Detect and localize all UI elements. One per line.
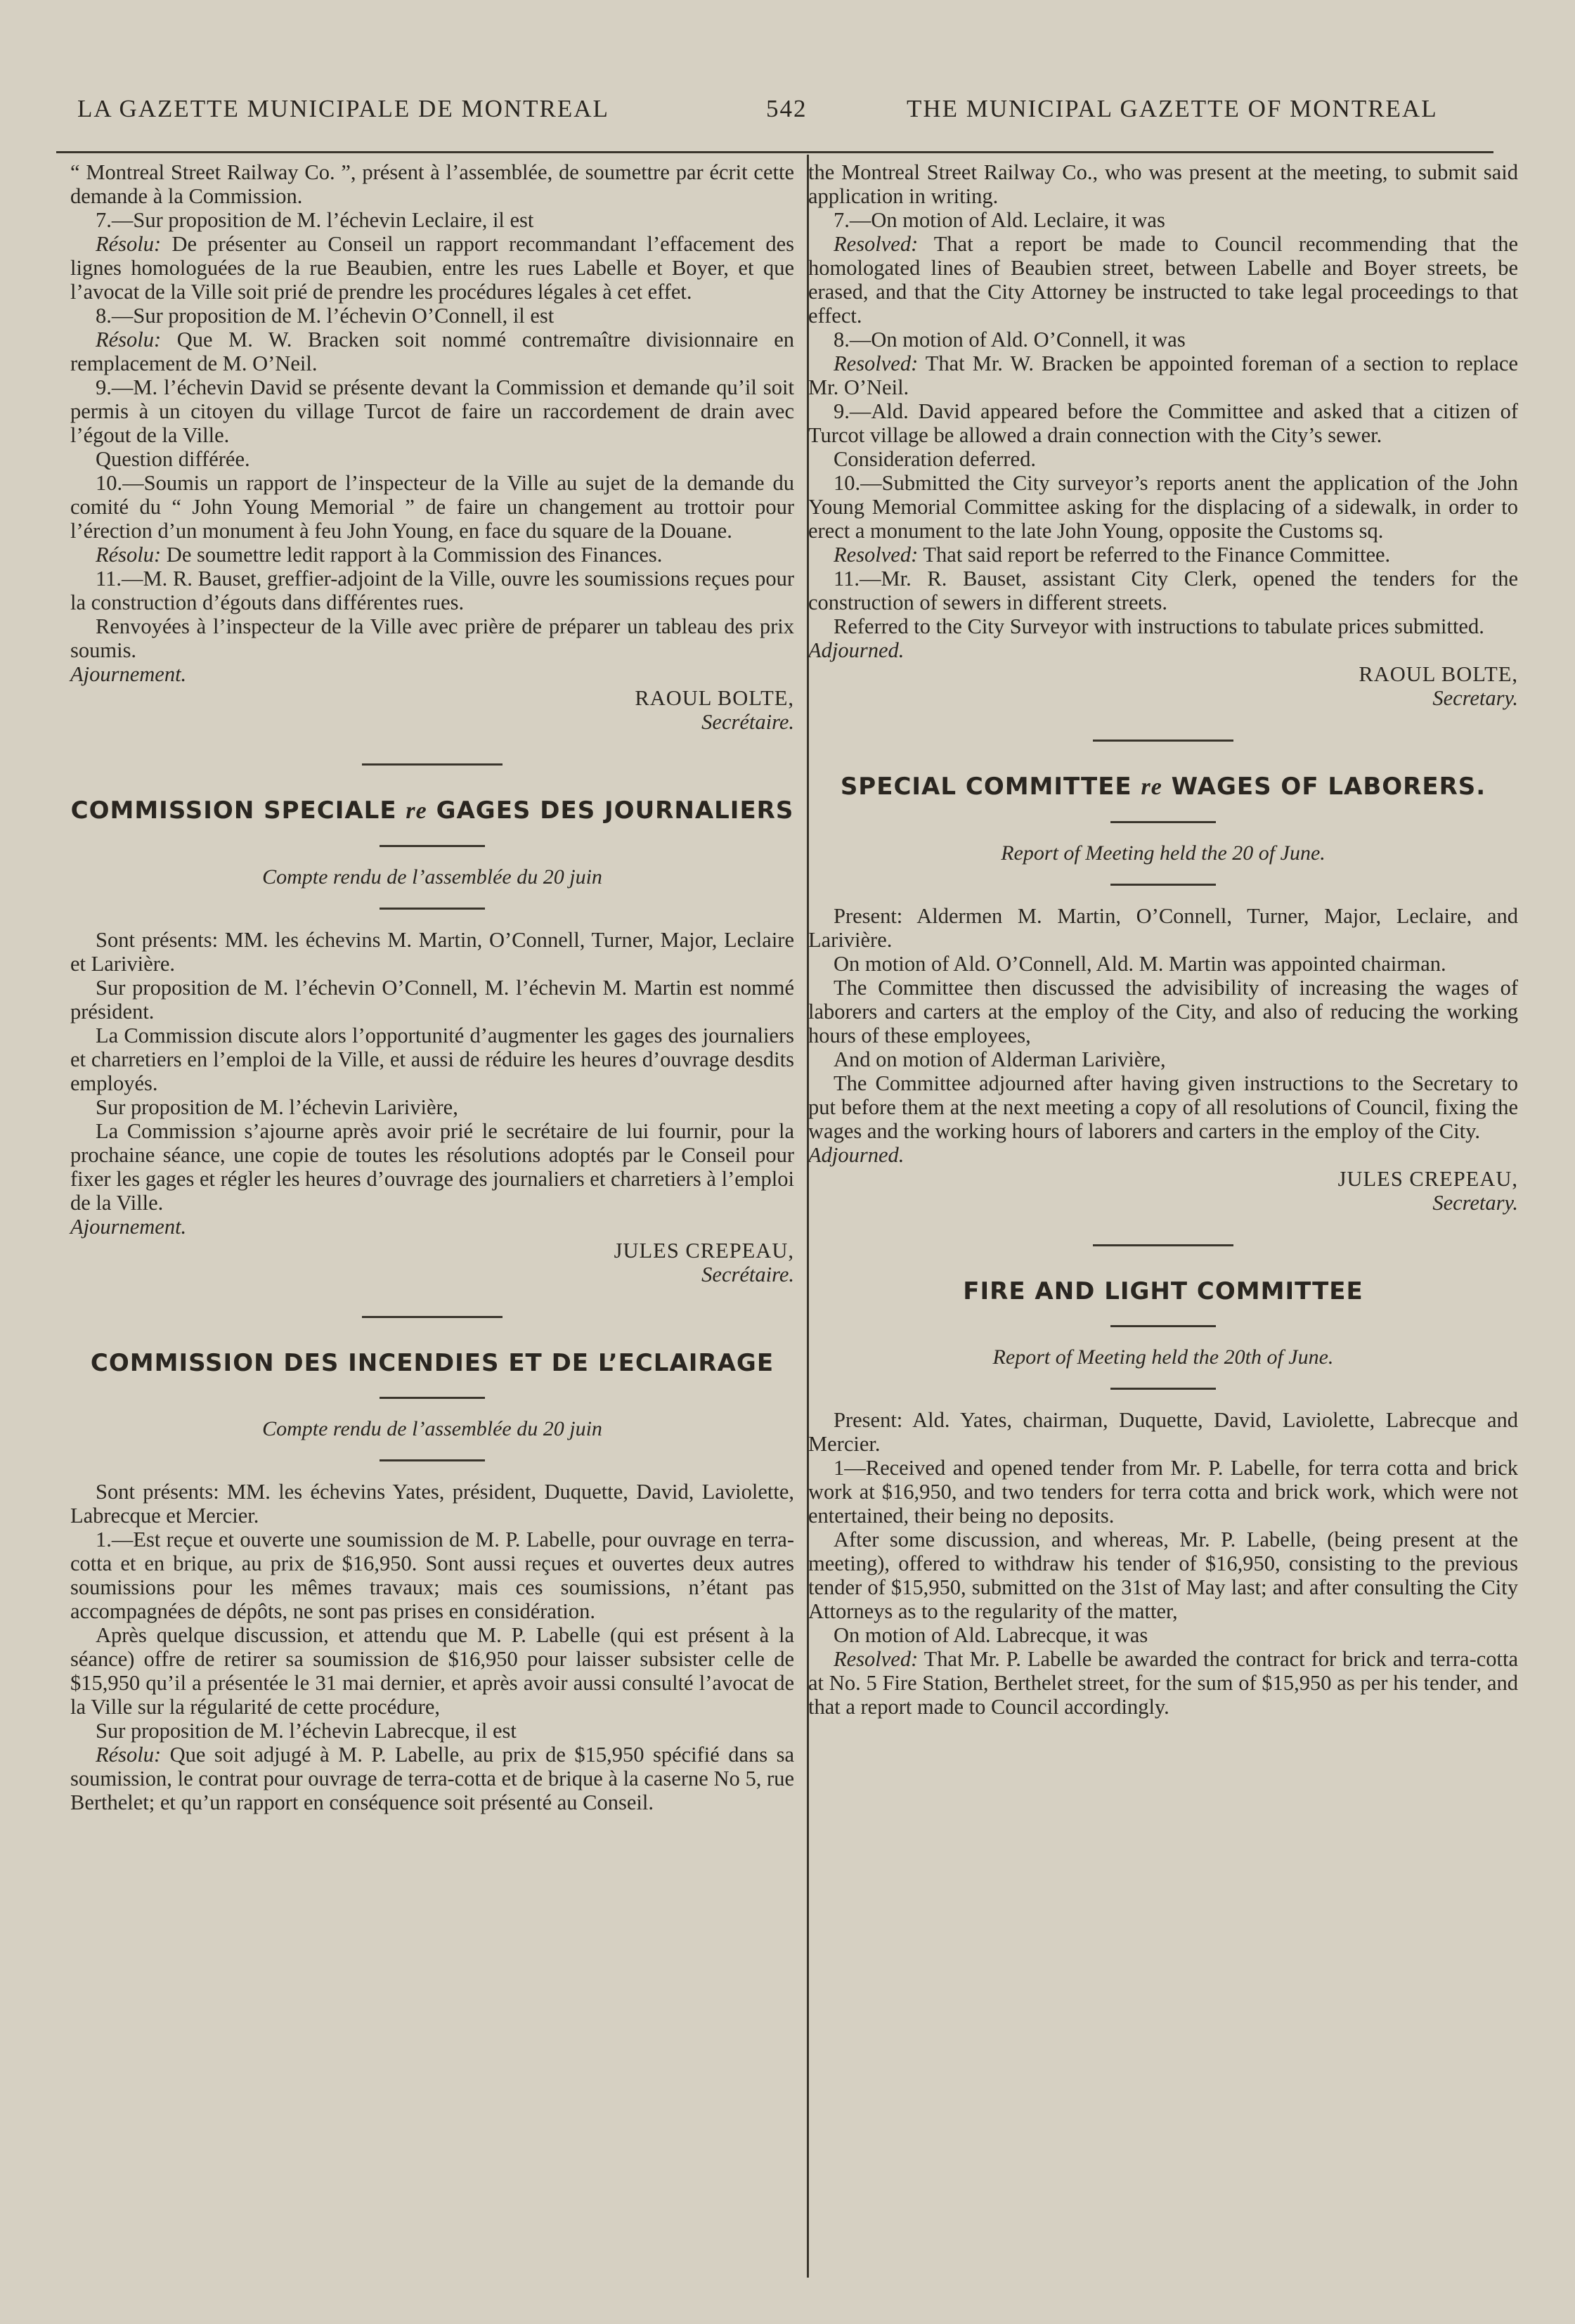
paragraph: 11.—Mr. R. Bauset, assistant City Clerk, opened the tenders for the construction of sewers in different streets.	[808, 567, 1518, 614]
french-column	[70, 160, 794, 1814]
paragraph: 9.—Ald. David appeared before the Committee and asked that a citizen of Turcot village be allowed a drain connection with the City’s sewer.	[808, 399, 1518, 447]
section-title: COMMISSION DES INCENDIES ET DE L’ECLAIRAGE	[90, 1349, 774, 1377]
signature-title: Secrétaire.	[701, 710, 794, 734]
page-number: 542	[766, 95, 808, 122]
paragraph: Sont présents: MM. les échevins Yates, président, Duquette, David, Laviolette, Labrecque et Mercier.	[70, 1480, 794, 1528]
signature-title: Secrétaire.	[701, 1263, 794, 1286]
section-rule	[1110, 821, 1216, 823]
paragraph: The Committee adjourned after having given instructions to the Secretary to put before them at the next meeting a copy of all resolutions of Council, fixing the wages and the working hours of laborers and carters in the employ of the City.	[808, 1071, 1518, 1143]
paragraph: 1.—Est reçue et ouverte une soumission de M. P. Labelle, pour ouvrage en terra-cotta et en brique, au prix de $16,950. Sont aussi reçues et ouvertes deux autres soumissions pour les mêmes travaux; mais ces soumissions, n’étant pas accompagnées de dépôts, ne sont pas prises en considération.	[70, 1528, 794, 1623]
paragraph: Resolved: That Mr. P. Labelle be awarded the contract for brick and terra-cotta at No. 5 Fire Station, Berthelet street, for the sum of $15,950 as per his tender, and that a report made to Council accordingly.	[808, 1647, 1518, 1719]
section-rule	[380, 1459, 485, 1461]
paragraph: 11.—M. R. Bauset, greffier-adjoint de la Ville, ouvre les soumissions reçues pour la construction d’égouts dans différentes rues.	[70, 567, 794, 614]
paragraph: 1—Received and opened tender from Mr. P. Labelle, for terra cotta and brick work at $16,950, and two tenders for terra cotta and brick work, which were not entertained, their being no deposits.	[808, 1456, 1518, 1528]
signature-name: JULES CREPEAU,	[1337, 1167, 1518, 1191]
paragraph: And on motion of Alderman Larivière,	[834, 1047, 1166, 1071]
paragraph: Résolu: De soumettre ledit rapport à la Commission des Finances.	[96, 543, 663, 567]
running-header-english: THE MUNICIPAL GAZETTE OF MONTREAL	[907, 95, 1438, 122]
signature-title: Secretary.	[1432, 686, 1518, 710]
signature-name: RAOUL BOLTE,	[1359, 662, 1518, 686]
section-title: FIRE AND LIGHT COMMITTEE	[963, 1277, 1363, 1305]
section-rule	[380, 1397, 485, 1399]
paragraph: Consideration deferred.	[834, 447, 1036, 471]
paragraph: Sur proposition de M. l’échevin Larivière,	[96, 1095, 458, 1119]
section-rule	[1093, 1244, 1233, 1246]
section-subtitle: Report of Meeting held the 20 of June.	[1001, 841, 1326, 865]
paragraph: Résolu: Que soit adjugé à M. P. Labelle, au prix de $15,950 spécifié dans sa soumission, le contrat pour ouvrage de terra-cotta et de brique à la caserne No 5, rue Berthelet; et qu’un rapport en conséquence soit présenté au Conseil.	[70, 1743, 794, 1814]
adjournment: Ajournement.	[70, 1215, 187, 1239]
paragraph: Sur proposition de M. l’échevin O’Connell, M. l’échevin M. Martin est nommé président.	[70, 976, 794, 1024]
paragraph: Sur proposition de M. l’échevin Labrecque, il est	[96, 1719, 517, 1743]
section-rule	[1110, 1388, 1216, 1390]
section-rule	[362, 1316, 503, 1318]
paragraph: 8.—On motion of Ald. O’Connell, it was	[834, 328, 1186, 351]
section-subtitle: Compte rendu de l’assemblée du 20 juin	[262, 1417, 602, 1440]
paragraph: Après quelque discussion, et attendu que M. P. Labelle (qui est présent à la séance) offre de retirer sa soumission de $16,950 pour laisser subsister celle de $15,950 qu’il a présentée le 31 mai dernier, et après avoir aussi consulté l’avocat de la Ville sur la régularité de cette procédure,	[70, 1623, 794, 1719]
running-header-french: LA GAZETTE MUNICIPALE DE MONTREAL	[77, 95, 609, 122]
paragraph: On motion of Ald. O’Connell, Ald. M. Martin was appointed chairman.	[834, 952, 1446, 976]
adjournment: Adjourned.	[808, 638, 905, 662]
section-subtitle: Report of Meeting held the 20th of June.	[992, 1345, 1334, 1369]
paragraph: Sont présents: MM. les échevins M. Martin, O’Connell, Turner, Major, Leclaire et Larivière.	[70, 928, 794, 976]
signature-name: RAOUL BOLTE,	[635, 686, 794, 710]
paragraph: La Commission s’ajourne après avoir prié le secrétaire de lui fournir, pour la prochaine séance, une copie de toutes les résolutions adoptés par le Conseil pour fixer les gages et régler les heures d’ouvrage des journaliers et charretiers à l’emploi de la Ville.	[70, 1119, 794, 1215]
section-rule	[1110, 1325, 1216, 1327]
signature-title: Secretary.	[1432, 1191, 1518, 1215]
section-rule	[362, 763, 503, 766]
paragraph: Resolved: That Mr. W. Bracken be appointed foreman of a section to replace Mr. O’Neil.	[808, 351, 1518, 399]
paragraph: the Montreal Street Railway Co., who was present at the meeting, to submit said application in writing.	[808, 160, 1518, 208]
paragraph: Present: Ald. Yates, chairman, Duquette, David, Laviolette, Labrecque and Mercier.	[808, 1408, 1518, 1456]
paragraph: La Commission discute alors l’opportunité d’augmenter les gages des journaliers et charretiers en l’emploi de la Ville, et aussi de réduire les heures d’ouvrage desdits employés.	[70, 1024, 794, 1095]
paragraph: After some discussion, and whereas, Mr. P. Labelle, (being present at the meeting), offered to withdraw his tender of $16,950, consisting to the previous tender of $15,950, submitted on the 31st of May last; and after consulting the City Attorneys as to the regularity of the matter,	[808, 1528, 1518, 1623]
paragraph: Resolved: That a report be made to Council recommending that the homologated lines of Beaubien street, between Labelle and Boyer streets, be erased, and that the City Attorney be instructed to take legal proceedings to that effect.	[808, 232, 1518, 328]
paragraph: Referred to the City Surveyor with instructions to tabulate prices submitted.	[834, 614, 1484, 638]
paragraph: 10.—Submitted the City surveyor’s reports anent the application of the John Young Memorial Committee asking for the displacing of a sidewalk, in order to erect a monument to the late John Young, opposite the Customs sq.	[808, 471, 1518, 543]
header-rule	[56, 151, 1493, 153]
section-title: COMMISSION SPECIALE re GAGES DES JOURNALIERS	[70, 796, 794, 825]
english-column	[808, 160, 1518, 1719]
section-rule	[380, 845, 485, 847]
section-rule	[380, 908, 485, 910]
paragraph: 10.—Soumis un rapport de l’inspecteur de la Ville au sujet de la demande du comité du “ John Young Memorial ” de faire un changement au trottoir pour l’érection d’un monument à feu John Young, en face du square de la Douane.	[70, 471, 794, 543]
paragraph: The Committee then discussed the advisibility of increasing the wages of laborers and carters at the employ of the City, and also of reducing the working hours of these employees,	[808, 976, 1518, 1047]
paragraph: Present: Aldermen M. Martin, O’Connell, Turner, Major, Leclaire, and Larivière.	[808, 904, 1518, 952]
section-rule	[1110, 884, 1216, 886]
adjournment: Ajournement.	[70, 662, 187, 686]
paragraph: Résolu: De présenter au Conseil un rapport recommandant l’effacement des lignes homologuées de la rue Beaubien, entre les rues Labelle et Boyer, et que l’avocat de la Ville soit prié de prendre les procédures légales à cet effet.	[70, 232, 794, 304]
paragraph: 9.—M. l’échevin David se présente devant la Commission et demande qu’il soit permis à un citoyen du village Turcot de faire un raccordement de drain avec l’égout de la Ville.	[70, 375, 794, 447]
paragraph: Résolu: Que M. W. Bracken soit nommé contremaître divisionnaire en remplacement de M. O’Neil.	[70, 328, 794, 375]
paragraph: On motion of Ald. Labrecque, it was	[834, 1623, 1148, 1647]
paragraph: Question différée.	[96, 447, 250, 471]
section-title: SPECIAL COMMITTEE re WAGES OF LABORERS.	[840, 773, 1486, 801]
paragraph: 7.—Sur proposition de M. l’échevin Leclaire, il est	[96, 208, 534, 232]
paragraph: Resolved: That said report be referred to the Finance Committee.	[834, 543, 1391, 567]
paragraph: “ Montreal Street Railway Co. ”, présent à l’assemblée, de soumettre par écrit cette demande à la Commission.	[70, 160, 794, 208]
paragraph: Renvoyées à l’inspecteur de la Ville avec prière de préparer un tableau des prix soumis.	[70, 614, 794, 662]
signature-name: JULES CREPEAU,	[614, 1239, 794, 1263]
paragraph: 8.—Sur proposition de M. l’échevin O’Connell, il est	[96, 304, 555, 328]
adjournment: Adjourned.	[808, 1143, 905, 1167]
paragraph: 7.—On motion of Ald. Leclaire, it was	[834, 208, 1165, 232]
section-subtitle: Compte rendu de l’assemblée du 20 juin	[262, 865, 602, 889]
section-rule	[1093, 740, 1233, 742]
